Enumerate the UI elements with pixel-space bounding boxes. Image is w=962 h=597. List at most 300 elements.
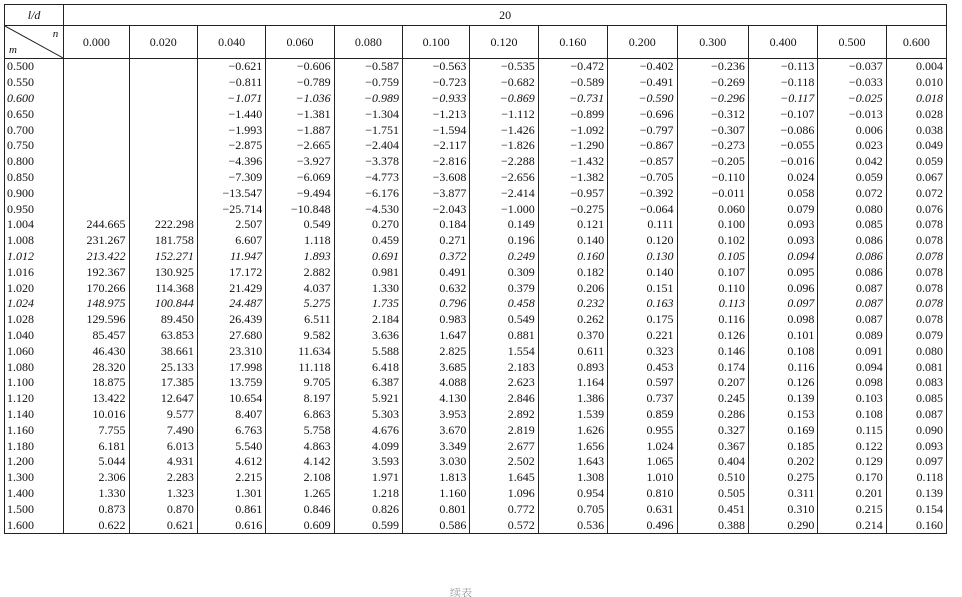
- value-cell: 0.737: [608, 391, 677, 407]
- value-cell: 3.670: [403, 422, 470, 438]
- value-cell: 0.459: [334, 233, 402, 249]
- value-cell: 1.218: [334, 486, 402, 502]
- value-cell: [129, 75, 197, 91]
- value-cell: −0.113: [748, 59, 817, 75]
- value-cell: 28.320: [64, 359, 129, 375]
- value-cell: [129, 185, 197, 201]
- value-cell: 0.060: [677, 201, 748, 217]
- value-cell: 0.632: [403, 280, 470, 296]
- value-cell: −1.751: [334, 122, 402, 138]
- value-cell: 6.863: [266, 407, 334, 423]
- value-cell: −4.396: [197, 154, 265, 170]
- value-cell: 4.037: [266, 280, 334, 296]
- value-cell: 1.308: [538, 470, 607, 486]
- value-cell: −1.426: [470, 122, 538, 138]
- value-cell: 0.116: [748, 359, 817, 375]
- value-cell: 26.439: [197, 312, 265, 328]
- value-cell: −1.432: [538, 154, 607, 170]
- value-cell: 13.422: [64, 391, 129, 407]
- value-cell: [129, 106, 197, 122]
- value-cell: 222.298: [129, 217, 197, 233]
- value-cell: [64, 154, 129, 170]
- value-cell: −0.797: [608, 122, 677, 138]
- coefficient-table: [4, 4, 947, 534]
- value-cell: 1.386: [538, 391, 607, 407]
- value-cell: 0.107: [677, 264, 748, 280]
- m-value-cell: 0.750: [5, 138, 64, 154]
- value-cell: 1.893: [266, 249, 334, 265]
- value-cell: 0.024: [748, 170, 817, 186]
- value-cell: 0.801: [403, 501, 470, 517]
- table-row: [5, 122, 947, 138]
- value-cell: 0.611: [538, 343, 607, 359]
- value-cell: −1.304: [334, 106, 402, 122]
- value-cell: 0.078: [886, 249, 946, 265]
- value-cell: 0.058: [748, 185, 817, 201]
- n-column-header: 0.400: [748, 26, 817, 59]
- value-cell: 0.705: [538, 501, 607, 517]
- value-cell: −2.656: [470, 170, 538, 186]
- value-cell: [64, 122, 129, 138]
- value-cell: 24.487: [197, 296, 265, 312]
- value-cell: [64, 170, 129, 186]
- table-row: [5, 59, 947, 75]
- m-value-cell: 1.028: [5, 312, 64, 328]
- value-cell: 1.010: [608, 470, 677, 486]
- value-cell: 0.367: [677, 438, 748, 454]
- value-cell: −4.530: [334, 201, 402, 217]
- value-cell: 0.599: [334, 517, 402, 533]
- value-cell: 2.184: [334, 312, 402, 328]
- n-column-header: 0.100: [403, 26, 470, 59]
- value-cell: 0.622: [64, 517, 129, 533]
- value-cell: 17.998: [197, 359, 265, 375]
- value-cell: 0.404: [677, 454, 748, 470]
- value-cell: −0.118: [748, 75, 817, 91]
- value-cell: −0.535: [470, 59, 538, 75]
- value-cell: 0.139: [886, 486, 946, 502]
- value-cell: 0.954: [538, 486, 607, 502]
- value-cell: −1.213: [403, 106, 470, 122]
- value-cell: 0.059: [818, 170, 886, 186]
- value-cell: 4.088: [403, 375, 470, 391]
- value-cell: 0.549: [266, 217, 334, 233]
- table-row: [5, 170, 947, 186]
- value-cell: 0.083: [886, 375, 946, 391]
- value-cell: 5.588: [334, 343, 402, 359]
- value-cell: −2.875: [197, 138, 265, 154]
- value-cell: 0.846: [266, 501, 334, 517]
- n-column-header: 0.500: [818, 26, 886, 59]
- data-table-container: [4, 4, 947, 534]
- value-cell: −0.402: [608, 59, 677, 75]
- m-value-cell: 1.160: [5, 422, 64, 438]
- value-cell: −0.312: [677, 106, 748, 122]
- value-cell: 0.310: [748, 501, 817, 517]
- value-cell: 3.953: [403, 407, 470, 423]
- value-cell: 0.097: [748, 296, 817, 312]
- value-cell: 1.971: [334, 470, 402, 486]
- value-cell: −1.440: [197, 106, 265, 122]
- value-cell: 0.129: [818, 454, 886, 470]
- value-cell: 9.577: [129, 407, 197, 423]
- value-cell: 0.151: [608, 280, 677, 296]
- value-cell: −0.957: [538, 185, 607, 201]
- value-cell: 0.028: [886, 106, 946, 122]
- value-cell: [64, 201, 129, 217]
- value-cell: 3.593: [334, 454, 402, 470]
- value-cell: 0.249: [470, 249, 538, 265]
- table-row: [5, 201, 947, 217]
- value-cell: 11.634: [266, 343, 334, 359]
- value-cell: 0.116: [677, 312, 748, 328]
- value-cell: 0.586: [403, 517, 470, 533]
- value-cell: −0.013: [818, 106, 886, 122]
- value-cell: 0.153: [748, 407, 817, 423]
- m-value-cell: 1.100: [5, 375, 64, 391]
- value-cell: [64, 106, 129, 122]
- value-cell: 1.813: [403, 470, 470, 486]
- value-cell: [129, 170, 197, 186]
- n-axis-label: n: [52, 28, 59, 40]
- value-cell: 6.763: [197, 422, 265, 438]
- value-cell: 148.975: [64, 296, 129, 312]
- value-cell: −9.494: [266, 185, 334, 201]
- value-cell: −2.816: [403, 154, 470, 170]
- value-cell: 1.265: [266, 486, 334, 502]
- value-cell: −0.110: [677, 170, 748, 186]
- value-cell: 0.214: [818, 517, 886, 533]
- m-value-cell: 1.020: [5, 280, 64, 296]
- value-cell: 0.111: [608, 217, 677, 233]
- value-cell: −0.621: [197, 59, 265, 75]
- value-cell: 2.283: [129, 470, 197, 486]
- value-cell: 3.636: [334, 328, 402, 344]
- value-cell: −1.594: [403, 122, 470, 138]
- value-cell: 0.207: [677, 375, 748, 391]
- value-cell: −0.037: [818, 59, 886, 75]
- m-value-cell: 0.550: [5, 75, 64, 91]
- value-cell: 0.182: [538, 264, 607, 280]
- value-cell: −0.682: [470, 75, 538, 91]
- value-cell: 0.536: [538, 517, 607, 533]
- value-cell: −0.117: [748, 91, 817, 107]
- value-cell: −0.269: [677, 75, 748, 91]
- value-cell: 9.582: [266, 328, 334, 344]
- value-cell: [129, 201, 197, 217]
- table-row: [5, 106, 947, 122]
- value-cell: 0.072: [818, 185, 886, 201]
- n-column-header: 0.600: [886, 26, 946, 59]
- value-cell: 0.202: [748, 454, 817, 470]
- value-cell: 0.086: [818, 233, 886, 249]
- m-value-cell: 0.800: [5, 154, 64, 170]
- value-cell: 6.181: [64, 438, 129, 454]
- value-cell: 0.510: [677, 470, 748, 486]
- value-cell: −1.092: [538, 122, 607, 138]
- value-cell: 231.267: [64, 233, 129, 249]
- n-column-header: 0.300: [677, 26, 748, 59]
- value-cell: 1.118: [266, 233, 334, 249]
- value-cell: 6.511: [266, 312, 334, 328]
- value-cell: 0.105: [677, 249, 748, 265]
- value-cell: −0.107: [748, 106, 817, 122]
- value-cell: 0.113: [677, 296, 748, 312]
- value-cell: 21.429: [197, 280, 265, 296]
- m-value-cell: 1.060: [5, 343, 64, 359]
- value-cell: 1.164: [538, 375, 607, 391]
- value-cell: 38.661: [129, 343, 197, 359]
- value-cell: 0.087: [818, 296, 886, 312]
- value-cell: 0.101: [748, 328, 817, 344]
- value-cell: 0.170: [818, 470, 886, 486]
- value-cell: −2.043: [403, 201, 470, 217]
- value-cell: 0.458: [470, 296, 538, 312]
- value-cell: −3.877: [403, 185, 470, 201]
- value-cell: 0.093: [886, 438, 946, 454]
- value-cell: −0.759: [334, 75, 402, 91]
- value-cell: −0.590: [608, 91, 677, 107]
- value-cell: 1.626: [538, 422, 607, 438]
- value-cell: 4.863: [266, 438, 334, 454]
- value-cell: −0.857: [608, 154, 677, 170]
- value-cell: 23.310: [197, 343, 265, 359]
- value-cell: 2.502: [470, 454, 538, 470]
- value-cell: 0.496: [608, 517, 677, 533]
- value-cell: 6.013: [129, 438, 197, 454]
- value-cell: 2.825: [403, 343, 470, 359]
- value-cell: 0.115: [818, 422, 886, 438]
- value-cell: −0.587: [334, 59, 402, 75]
- value-cell: 192.367: [64, 264, 129, 280]
- m-value-cell: 0.850: [5, 170, 64, 186]
- value-cell: −1.071: [197, 91, 265, 107]
- value-cell: 0.796: [403, 296, 470, 312]
- value-cell: 4.130: [403, 391, 470, 407]
- value-cell: −6.069: [266, 170, 334, 186]
- value-cell: 8.197: [266, 391, 334, 407]
- value-cell: −1.036: [266, 91, 334, 107]
- m-value-cell: 1.016: [5, 264, 64, 280]
- value-cell: 10.654: [197, 391, 265, 407]
- value-cell: 0.049: [886, 138, 946, 154]
- value-cell: 0.121: [538, 217, 607, 233]
- value-cell: 1.024: [608, 438, 677, 454]
- value-cell: 0.175: [608, 312, 677, 328]
- value-cell: 0.079: [886, 328, 946, 344]
- m-value-cell: 1.600: [5, 517, 64, 533]
- value-cell: 12.647: [129, 391, 197, 407]
- m-value-cell: 1.400: [5, 486, 64, 502]
- value-cell: 0.090: [886, 422, 946, 438]
- value-cell: 6.607: [197, 233, 265, 249]
- value-cell: 0.185: [748, 438, 817, 454]
- value-cell: 0.323: [608, 343, 677, 359]
- value-cell: 0.154: [886, 501, 946, 517]
- value-cell: 17.172: [197, 264, 265, 280]
- value-cell: [64, 59, 129, 75]
- value-cell: 2.846: [470, 391, 538, 407]
- value-cell: 0.006: [818, 122, 886, 138]
- value-cell: [129, 122, 197, 138]
- value-cell: 3.685: [403, 359, 470, 375]
- value-cell: −3.608: [403, 170, 470, 186]
- value-cell: −0.563: [403, 59, 470, 75]
- value-cell: 25.133: [129, 359, 197, 375]
- value-cell: 0.201: [818, 486, 886, 502]
- value-cell: 0.549: [470, 312, 538, 328]
- m-value-cell: 0.700: [5, 122, 64, 138]
- value-cell: 1.539: [538, 407, 607, 423]
- value-cell: −1.290: [538, 138, 607, 154]
- table-row: [5, 185, 947, 201]
- value-cell: 130.925: [129, 264, 197, 280]
- value-cell: 0.087: [818, 312, 886, 328]
- table-row: [5, 359, 947, 375]
- value-cell: −0.307: [677, 122, 748, 138]
- value-cell: 4.931: [129, 454, 197, 470]
- value-cell: −13.547: [197, 185, 265, 201]
- value-cell: −25.714: [197, 201, 265, 217]
- value-cell: −0.723: [403, 75, 470, 91]
- value-cell: 0.010: [886, 75, 946, 91]
- value-cell: 0.160: [886, 517, 946, 533]
- m-value-cell: 0.500: [5, 59, 64, 75]
- value-cell: −0.867: [608, 138, 677, 154]
- table-row: [5, 217, 947, 233]
- value-cell: 0.388: [677, 517, 748, 533]
- table-row: [5, 422, 947, 438]
- value-cell: −10.848: [266, 201, 334, 217]
- value-cell: 0.120: [608, 233, 677, 249]
- value-cell: 0.081: [886, 359, 946, 375]
- value-cell: 0.085: [886, 391, 946, 407]
- value-cell: 2.677: [470, 438, 538, 454]
- value-cell: 0.609: [266, 517, 334, 533]
- value-cell: 213.422: [64, 249, 129, 265]
- value-cell: −0.205: [677, 154, 748, 170]
- value-cell: 0.130: [608, 249, 677, 265]
- value-cell: 0.451: [677, 501, 748, 517]
- value-cell: 1.330: [64, 486, 129, 502]
- value-cell: 1.301: [197, 486, 265, 502]
- value-cell: 0.126: [748, 375, 817, 391]
- value-cell: 0.873: [64, 501, 129, 517]
- value-cell: −1.887: [266, 122, 334, 138]
- value-cell: 0.038: [886, 122, 946, 138]
- value-cell: 0.080: [818, 201, 886, 217]
- value-cell: 1.643: [538, 454, 607, 470]
- value-cell: 0.078: [886, 233, 946, 249]
- m-value-cell: 1.140: [5, 407, 64, 423]
- value-cell: 0.893: [538, 359, 607, 375]
- value-cell: −6.176: [334, 185, 402, 201]
- value-cell: 11.118: [266, 359, 334, 375]
- value-cell: 0.095: [748, 264, 817, 280]
- value-cell: −0.011: [677, 185, 748, 201]
- value-cell: 2.306: [64, 470, 129, 486]
- value-cell: −0.933: [403, 91, 470, 107]
- value-cell: −0.025: [818, 91, 886, 107]
- value-cell: −1.000: [470, 201, 538, 217]
- m-value-cell: 1.004: [5, 217, 64, 233]
- value-cell: −1.382: [538, 170, 607, 186]
- value-cell: 0.091: [818, 343, 886, 359]
- value-cell: 0.096: [748, 280, 817, 296]
- value-cell: 0.327: [677, 422, 748, 438]
- value-cell: 0.089: [818, 328, 886, 344]
- value-cell: 0.079: [748, 201, 817, 217]
- value-cell: −2.117: [403, 138, 470, 154]
- value-cell: 0.108: [748, 343, 817, 359]
- value-cell: −0.731: [538, 91, 607, 107]
- n-column-header: 0.000: [64, 26, 129, 59]
- value-cell: 4.612: [197, 454, 265, 470]
- m-value-cell: 1.500: [5, 501, 64, 517]
- value-cell: 0.772: [470, 501, 538, 517]
- value-cell: −1.993: [197, 122, 265, 138]
- value-cell: −0.392: [608, 185, 677, 201]
- value-cell: −0.296: [677, 91, 748, 107]
- value-cell: 0.087: [818, 280, 886, 296]
- value-cell: 0.078: [886, 296, 946, 312]
- value-cell: [129, 138, 197, 154]
- value-cell: 0.184: [403, 217, 470, 233]
- value-cell: 2.623: [470, 375, 538, 391]
- table-row: [5, 486, 947, 502]
- table-row: [5, 91, 947, 107]
- value-cell: 1.065: [608, 454, 677, 470]
- value-cell: 0.491: [403, 264, 470, 280]
- value-cell: −0.016: [748, 154, 817, 170]
- value-cell: 0.098: [748, 312, 817, 328]
- value-cell: 4.676: [334, 422, 402, 438]
- table-row: [5, 328, 947, 344]
- value-cell: 0.094: [748, 249, 817, 265]
- n-column-header: 0.060: [266, 26, 334, 59]
- n-column-header: 0.020: [129, 26, 197, 59]
- value-cell: −0.705: [608, 170, 677, 186]
- table-row: [5, 233, 947, 249]
- value-cell: 0.078: [886, 217, 946, 233]
- value-cell: 0.270: [334, 217, 402, 233]
- value-cell: 0.859: [608, 407, 677, 423]
- table-row: [5, 391, 947, 407]
- value-cell: 1.330: [334, 280, 402, 296]
- table-row: [5, 75, 947, 91]
- value-cell: −2.404: [334, 138, 402, 154]
- value-cell: −1.826: [470, 138, 538, 154]
- table-body: [5, 59, 947, 534]
- value-cell: 11.947: [197, 249, 265, 265]
- table-row: [5, 454, 947, 470]
- value-cell: 0.861: [197, 501, 265, 517]
- value-cell: 2.215: [197, 470, 265, 486]
- value-cell: −3.927: [266, 154, 334, 170]
- table-row: [5, 138, 947, 154]
- value-cell: 0.215: [818, 501, 886, 517]
- value-cell: 0.262: [538, 312, 607, 328]
- value-cell: −0.472: [538, 59, 607, 75]
- table-row: [5, 470, 947, 486]
- value-cell: 0.059: [886, 154, 946, 170]
- value-cell: 0.453: [608, 359, 677, 375]
- value-cell: 0.086: [818, 264, 886, 280]
- table-row: [5, 343, 947, 359]
- table-row: [5, 154, 947, 170]
- value-cell: [64, 138, 129, 154]
- value-cell: 1.554: [470, 343, 538, 359]
